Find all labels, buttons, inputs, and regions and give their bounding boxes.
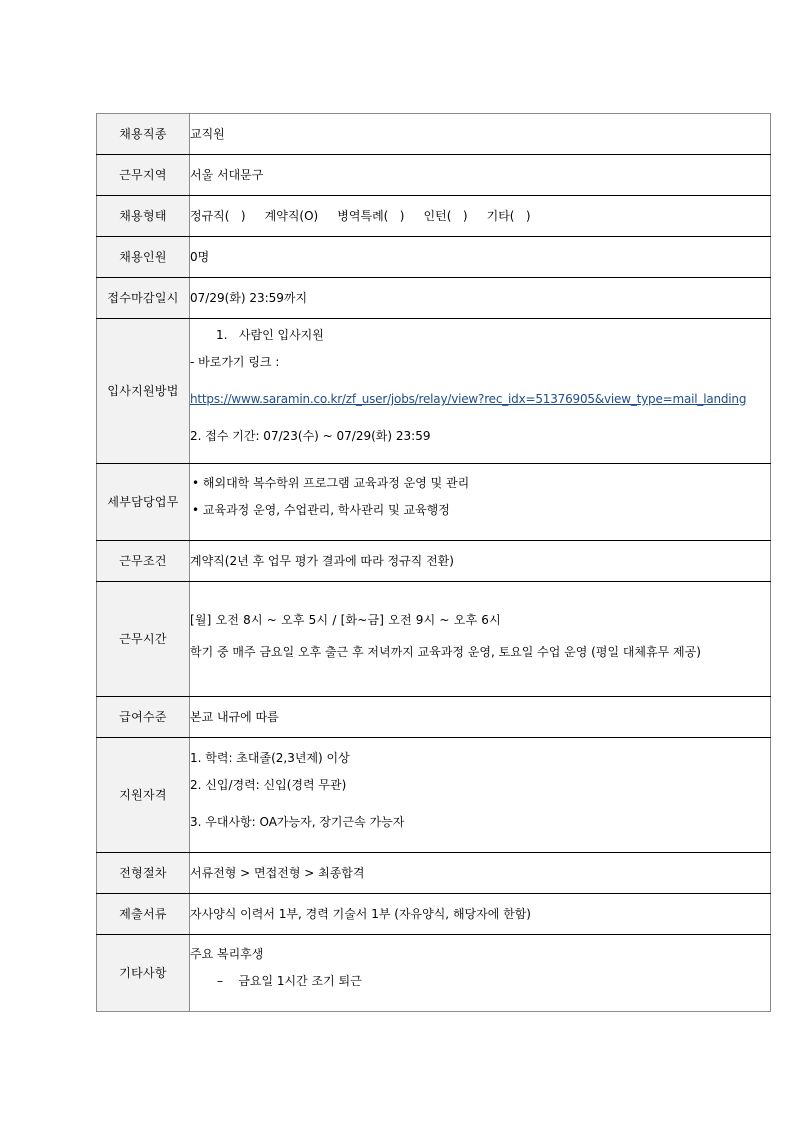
job-type-text: 교직원 (190, 126, 225, 141)
row-other (97, 935, 771, 1012)
value-selection-process (190, 853, 771, 894)
row-application-method (97, 319, 771, 464)
value-salary (190, 697, 771, 738)
benefits-heading: 주요 복리후생 (190, 947, 264, 961)
label-headcount: 채용인원 (97, 237, 190, 278)
value-job-type (190, 114, 771, 155)
label-qualifications: 지원자격 (97, 738, 190, 853)
row-work-location (97, 155, 771, 196)
label-other: 기타사항 (97, 935, 190, 1012)
row-qualifications (97, 738, 771, 853)
value-application-method (190, 319, 771, 464)
value-work-hours (190, 582, 771, 697)
label-selection-process: 전형절차 (97, 853, 190, 894)
value-qualifications (190, 738, 771, 853)
label-work-hours: 근무시간 (97, 582, 190, 697)
salary-text: 본교 내규에 따름 (190, 709, 279, 724)
application-step-2: 2. 접수 기간: 07/23(수) ~ 07/29(화) 23:59 (190, 429, 431, 443)
headcount-text: 0명 (190, 249, 210, 264)
label-deadline: 접수마감일시 (97, 278, 190, 319)
selection-process-text: 서류전형 > 면접전형 > 최종합격 (190, 865, 365, 880)
value-headcount (190, 237, 771, 278)
value-deadline (190, 278, 771, 319)
label-documents: 제출서류 (97, 894, 190, 935)
row-deadline (97, 278, 771, 319)
saramin-apply-link[interactable]: https://www.saramin.co.kr/zf_user/jobs/relay/view?rec_idx=51376905&view_type=mail_landing (190, 392, 747, 406)
value-other (190, 935, 771, 1012)
duty-item: • 해외대학 복수학위 프로그램 교육과정 운영 및 관리 (192, 476, 470, 490)
qualification-item: 3. 우대사항: OA가능자, 장기근속 가능자 (190, 814, 405, 829)
row-documents (97, 894, 771, 935)
value-work-conditions (190, 541, 771, 582)
label-job-type: 채용직종 (97, 114, 190, 155)
label-duties: 세부담당업무 (97, 464, 190, 541)
value-documents (190, 894, 771, 935)
label-application-method: 입사지원방법 (97, 319, 190, 464)
benefit-item: – 금요일 1시간 조기 퇴근 (217, 974, 362, 988)
employment-type-text: 정규직( ) 계약직(O) 병역특례( ) 인턴( ) 기타( ) (190, 208, 531, 223)
row-salary (97, 697, 771, 738)
deadline-text: 07/29(화) 23:59까지 (190, 290, 308, 305)
label-work-location: 근무지역 (97, 155, 190, 196)
work-conditions-text: 계약직(2년 후 업무 평가 결과에 따라 정규직 전환) (190, 553, 454, 568)
qualification-item: 1. 학력: 초대졸(2,3년제) 이상 (190, 750, 350, 765)
documents-text: 자사양식 이력서 1부, 경력 기술서 1부 (자유양식, 해당자에 한함) (190, 906, 531, 921)
value-employment-type (190, 196, 771, 237)
value-work-location (190, 155, 771, 196)
duty-item: • 교육과정 운영, 수업관리, 학사관리 및 교육행정 (192, 503, 450, 517)
row-selection-process (97, 853, 771, 894)
row-employment-type (97, 196, 771, 237)
application-step-1: 1. 사람인 입사지원 (216, 328, 324, 342)
job-posting-table (96, 113, 771, 1012)
label-work-conditions: 근무조건 (97, 541, 190, 582)
work-hours-note: 학기 중 매주 금요일 오후 출근 후 저녁까지 교육과정 운영, 토요일 수업 운영 (평일 대체휴무 제공) (190, 645, 701, 659)
row-duties (97, 464, 771, 541)
value-duties (190, 464, 771, 541)
label-salary: 급여수준 (97, 697, 190, 738)
qualification-item: 2. 신입/경력: 신입(경력 무관) (190, 777, 347, 792)
row-work-conditions (97, 541, 771, 582)
row-job-type (97, 114, 771, 155)
work-location-text: 서울 서대문구 (190, 167, 264, 182)
label-employment-type: 채용형태 (97, 196, 190, 237)
row-headcount (97, 237, 771, 278)
row-work-hours (97, 582, 771, 697)
shortcut-link-label: - 바로가기 링크 : (190, 355, 280, 369)
work-hours-schedule: [월] 오전 8시 ~ 오후 5시 / [화~금] 오전 9시 ~ 오후 6시 (190, 613, 501, 627)
